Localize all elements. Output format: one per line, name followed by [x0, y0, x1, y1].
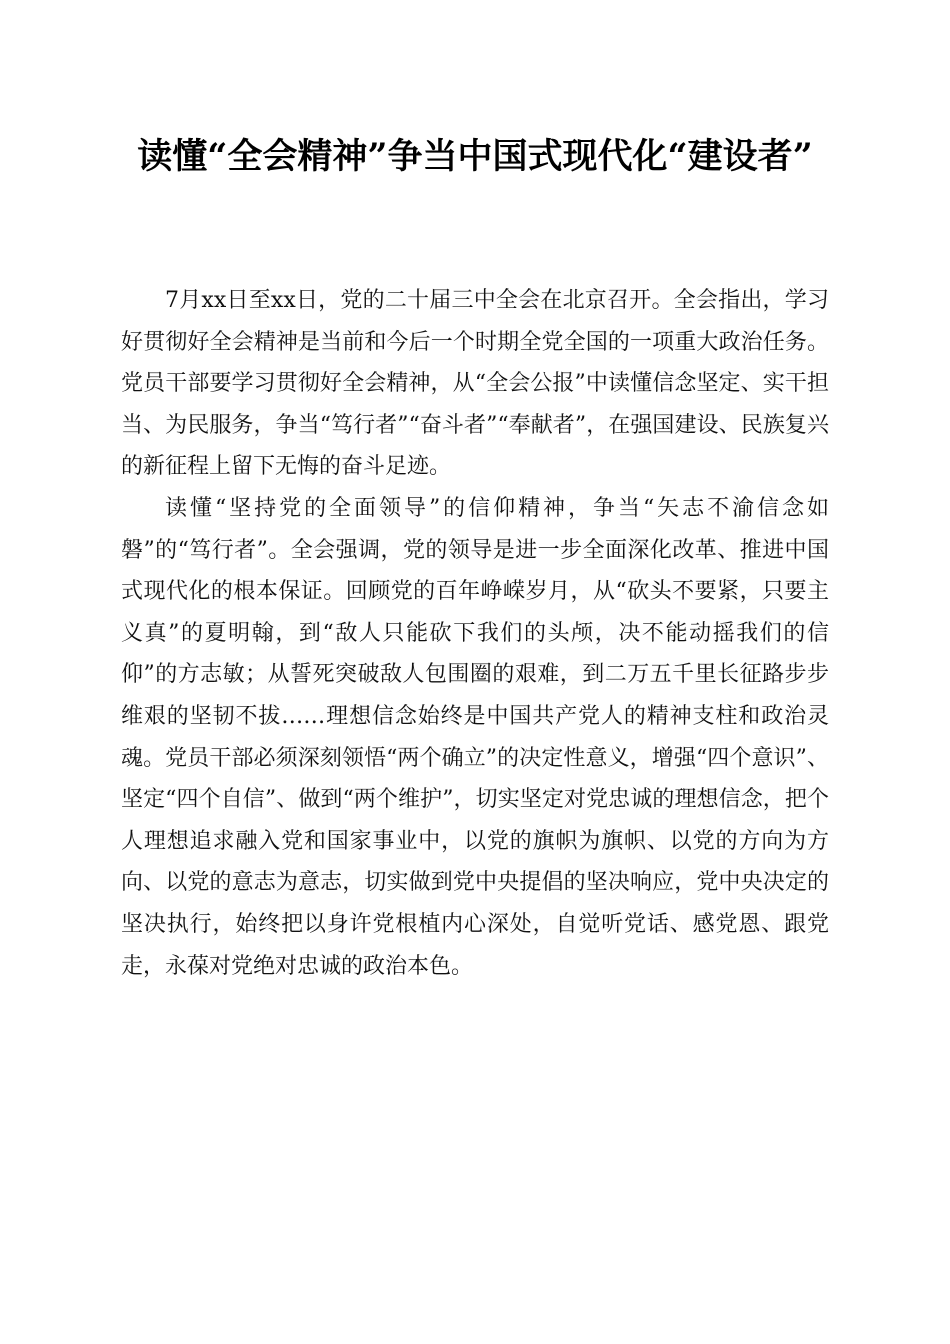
body-paragraph: 读懂“坚持党的全面领导”的信仰精神，争当“矢志不渝信念如磐”的“笃行者”。全会强调，党的领导是进一步全面深化改革、推进中国式现代化的根本保证。回顾党的百年峥嵘岁月，从“砍头不要紧，只要主义真”的夏明翰，到“敌人只能砍下我们的头颅，决不能动摇我们的信仰”的方志敏；从誓死突破敌人包围圈的艰难，到二万五千里长征路步步维艰的坚韧不拔……理想信念始终是中国共产党人的精神支柱和政治灵魂。党员干部必须深刻领悟“两个确立”的决定性意义，增强“四个意识”、坚定“四个自信”、做到“两个维护”，切实坚定对党忠诚的理想信念，把个人理想追求融入党和国家事业中，以党的旗帜为旗帜、以党的方向为方向、以党的意志为意志，切实做到党中央提倡的坚决响应，党中央决定的坚决执行，始终把以身许党根植内心深处，自觉听党话、感党恩、跟党走，永葆对党绝对忠诚的政治本色。	[121, 495, 829, 979]
document-body	[121, 280, 829, 987]
document-title: 读懂“全会精神”争当中国式现代化“建设者”	[137, 136, 813, 177]
body-paragraph: 7月xx日至xx日，党的二十届三中全会在北京召开。全会指出，学习好贯彻好全会精神是当前和今后一个时期全党全国的一项重大政治任务。党员干部要学习贯彻好全会精神，从“全会公报”中读懂信念坚定、实干担当、为民服务，争当“笃行者”“奋斗者”“奉献者”，在强国建设、民族复兴的新征程上留下无悔的奋斗足迹。	[121, 288, 829, 480]
